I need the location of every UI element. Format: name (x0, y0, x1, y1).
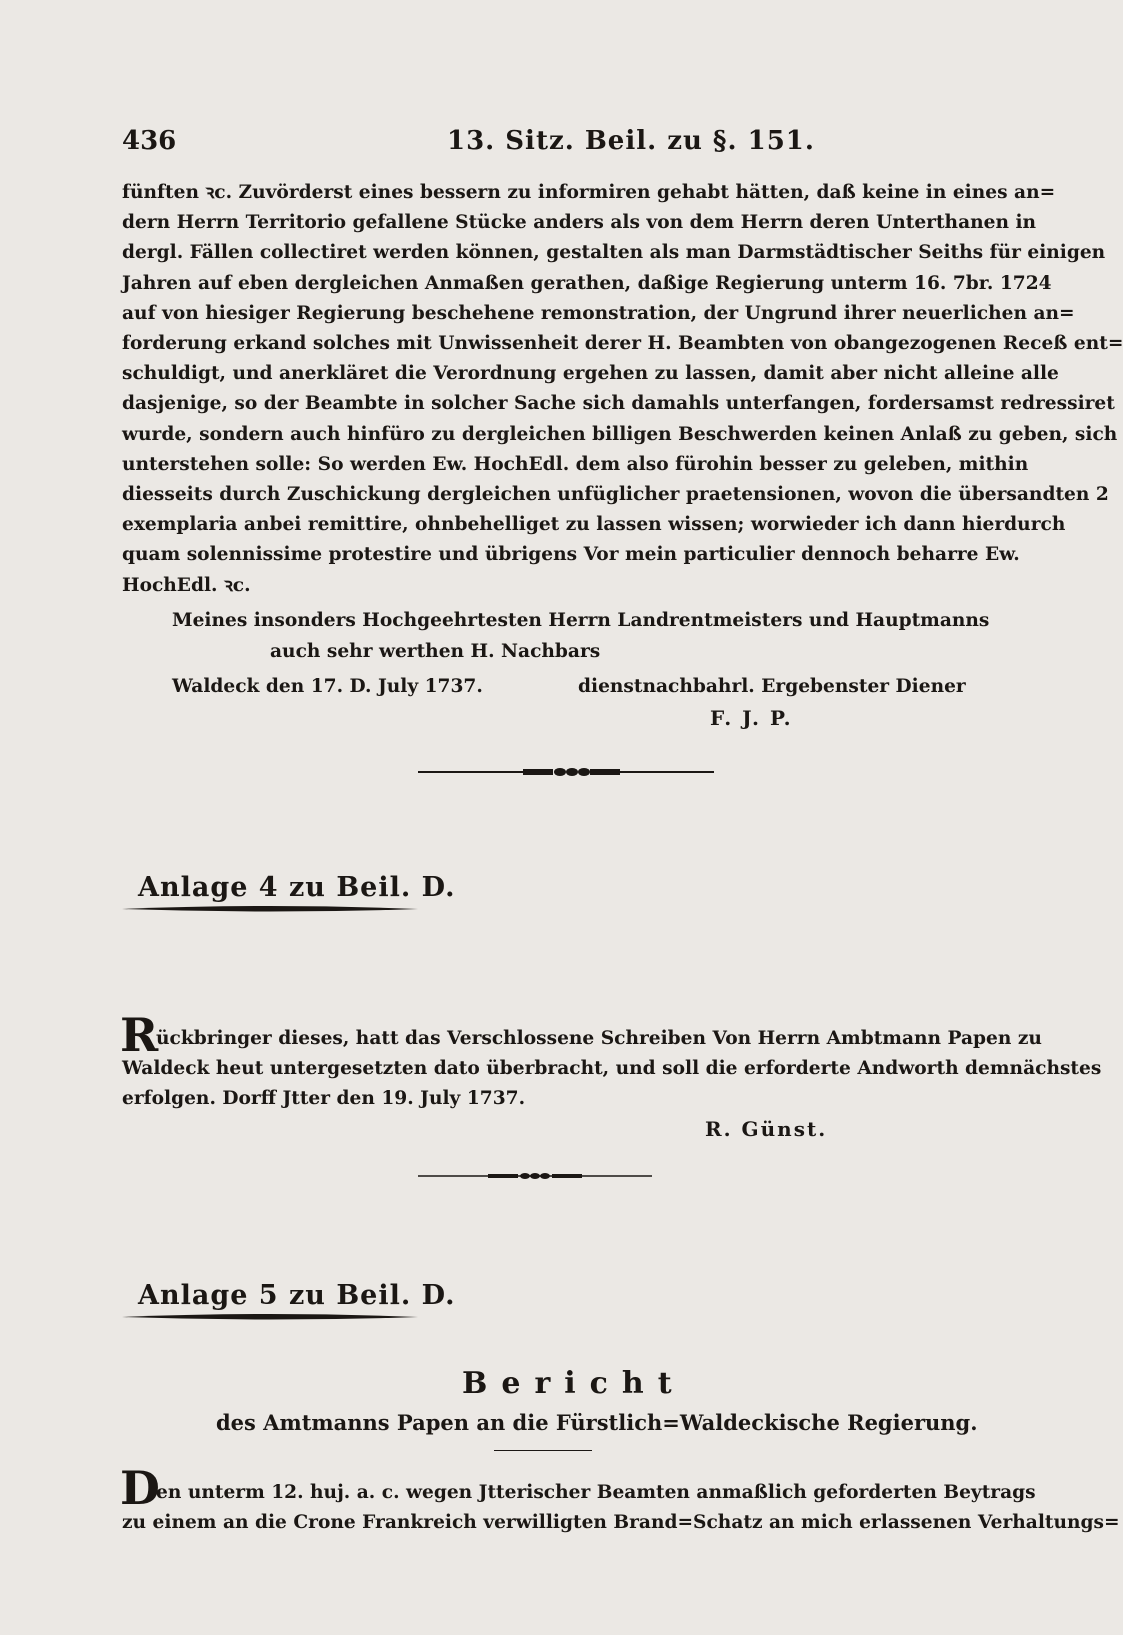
letter-line: HochEdl. ꝛc. (122, 574, 251, 596)
anlage-4-line: erfolgen. Dorff Jtter den 19. July 1737. (122, 1088, 526, 1110)
anlage-4-body (156, 1024, 1042, 1054)
letter-line: Jahren auf eben dergleichen Anmaßen gerathen, daßige Regierung unterm 16. 7br. 1724 (122, 272, 1052, 294)
page-number: 436 (122, 126, 177, 156)
letter-line: dern Herrn Territorio gefallene Stücke anders als von dem Herrn deren Unterthanen in (122, 212, 1037, 234)
letter-line: fünften ꝛc. Zuvörderst eines bessern zu informiren gehabt hätten, daß keine in eines an= (122, 182, 1056, 203)
anlage-4-title: Anlage 4 zu Beil. D. (138, 872, 456, 903)
letter-line: exemplaria anbei remittire, ohnbehelliget zu lassen wissen; worwieder ich dann hierdurch (122, 514, 1066, 536)
anlage-4-signature: R. Günst. (705, 1117, 828, 1141)
letter-body (122, 178, 1123, 601)
anlage-4-body-cont (122, 1054, 1102, 1114)
salutation-line-1: Meines insonders Hochgeehrtesten Herrn Landrentmeisters und Hauptmanns (172, 610, 990, 631)
letter-line: diesseits durch Zuschickung dergleichen unfüglicher praetensionen, wovon die übersandten 2 (122, 484, 1109, 506)
ornamental-rule (418, 1169, 652, 1183)
section-subheading: des Amtmanns Papen an die Fürstlich=Waldeckische Regierung. (216, 1410, 978, 1435)
letter-signature: F. J. P. (710, 706, 793, 730)
anlage-5-line: zu einem an die Crone Frankreich verwilligten Brand=Schatz an mich erlassenen Verhaltungs= (122, 1512, 1120, 1533)
letter-line: dasjenige, so der Beambte in solcher Sache sich damahls unterfangen, fordersamst redressiret (122, 393, 1115, 415)
salutation-line-2: auch sehr werthen H. Nachbars (270, 641, 601, 662)
section-heading: Bericht (462, 1366, 686, 1401)
drop-cap: D (120, 1461, 160, 1515)
title-underline (122, 905, 418, 913)
letter-line: quam solennissime protestire und übrigens Vor mein particulier dennoch beharre Ew. (122, 544, 1020, 566)
ornamental-rule (418, 764, 714, 780)
anlage-5-body-cont (122, 1508, 1120, 1538)
anlage-4-line: Waldeck heut untergesetzten dato überbracht, und soll die erforderte Andworth demnächstes (122, 1058, 1102, 1079)
closing-formula: dienstnachbahrl. Ergebenster Diener (578, 676, 966, 697)
anlage-4-line: ückbringer dieses, hatt das Verschlossene Schreiben Von Herrn Ambtmann Papen zu (156, 1028, 1042, 1049)
letter-line: schuldigt, und anerkläret die Verordnung ergehen zu lassen, damit aber nicht alleine alle (122, 363, 1059, 385)
place-date: Waldeck den 17. D. July 1737. (172, 676, 483, 697)
letter-line: unterstehen solle: So werden Ew. HochEdl. dem also fürohin besser zu geleben, mithin (122, 453, 1029, 475)
running-header (122, 126, 890, 166)
title-underline (122, 1313, 418, 1321)
short-rule (494, 1450, 592, 1451)
anlage-5-title: Anlage 5 zu Beil. D. (138, 1280, 456, 1311)
anlage-5-line: en unterm 12. huj. a. c. wegen Jtterischer Beamten anmaßlich geforderten Beytrags (156, 1482, 1036, 1503)
drop-cap: R (120, 1008, 159, 1062)
running-title: 13. Sitz. Beil. zu §. 151. (447, 126, 815, 156)
letter-line: forderung erkand solches mit Unwissenheit derer H. Beambten von obangezogenen Receß ent= (122, 333, 1123, 355)
letter-line: wurde, sondern auch hinfüro zu dergleichen billigen Beschwerden keinen Anlaß zu geben, sich (122, 423, 1118, 445)
letter-line: auf von hiesiger Regierung beschehene remonstration, der Ungrund ihrer neuerlichen an= (122, 302, 1075, 324)
letter-line: dergl. Fällen collectiret werden können, gestalten als man Darmstädtischer Seiths für einigen (122, 242, 1106, 264)
anlage-5-body (156, 1478, 1036, 1508)
